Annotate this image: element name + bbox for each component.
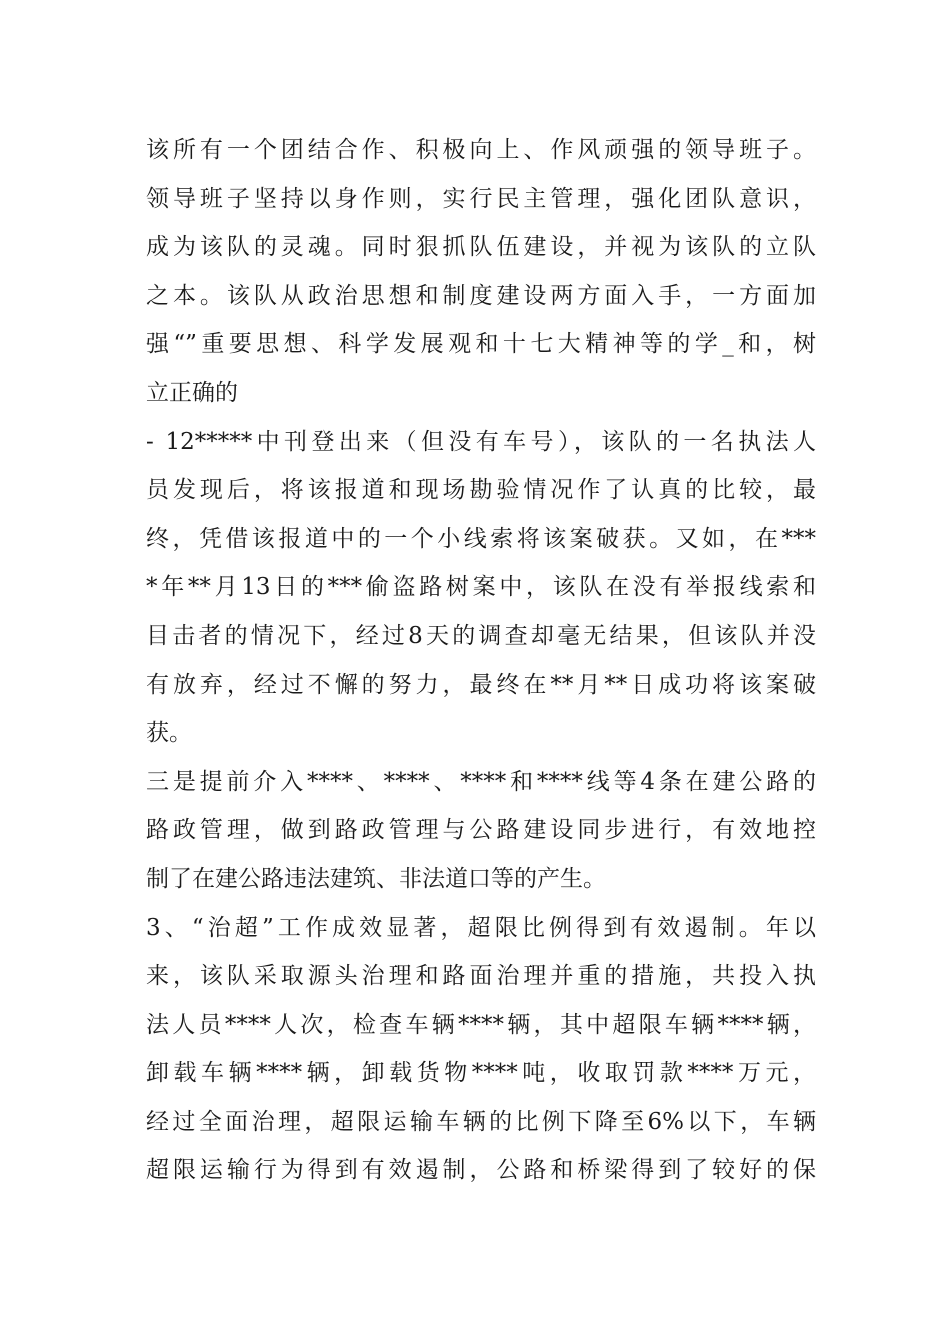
text-line: - 12*****中刊登出来（但没有车号），该队的一名执法人 [146, 428, 816, 455]
text-line: 立正确的 [146, 379, 238, 406]
text-line: 强“”重要思想、科学发展观和十七大精神等的学_和，树 [146, 331, 816, 358]
text-line: 来，该队采取源头治理和路面治理并重的措施，共投入执 [146, 963, 816, 990]
text-line: 领导班子坚持以身作则，实行民主管理，强化团队意识， [146, 185, 816, 212]
text-line: 经过全面治理，超限运输车辆的比例下降至6%以下，车辆 [146, 1108, 816, 1135]
body-text [146, 126, 816, 1195]
text-line: 有放弃，经过不懈的努力，最终在**月**日成功将该案破 [146, 671, 816, 698]
text-line: 员发现后，将该报道和现场勘验情况作了认真的比较，最 [146, 477, 816, 504]
text-line: 三是提前介入****、****、****和****线等4条在建公路的 [146, 768, 816, 795]
text-line: 路政管理，做到路政管理与公路建设同步进行，有效地控 [146, 817, 816, 844]
text-line: 成为该队的灵魂。同时狠抓队伍建设，并视为该队的立队 [146, 234, 816, 261]
text-line: 卸载车辆****辆，卸载货物****吨，收取罚款****万元， [146, 1060, 816, 1087]
text-line: 制了在建公路违法建筑、非法道口等的产生。 [146, 865, 606, 892]
text-line: 3、“治超”工作成效显著，超限比例得到有效遏制。年以 [146, 914, 816, 941]
text-line: 目击者的情况下，经过8天的调查却毫无结果，但该队并没 [146, 622, 816, 649]
text-line: 之本。该队从政治思想和制度建设两方面入手，一方面加 [146, 282, 816, 309]
text-line: 获。 [146, 720, 192, 747]
text-line: 法人员****人次，检查车辆****辆，其中超限车辆****辆， [146, 1011, 816, 1038]
text-line: *年**月13日的***偷盗路树案中，该队在没有举报线索和 [146, 574, 816, 601]
text-line: 该所有一个团结合作、积极向上、作风顽强的领导班子。 [146, 137, 816, 163]
text-line: 超限运输行为得到有效遏制，公路和桥梁得到了较好的保 [146, 1157, 816, 1184]
text-line: 终，凭借该报道中的一个小线索将该案破获。又如，在*** [146, 525, 816, 552]
